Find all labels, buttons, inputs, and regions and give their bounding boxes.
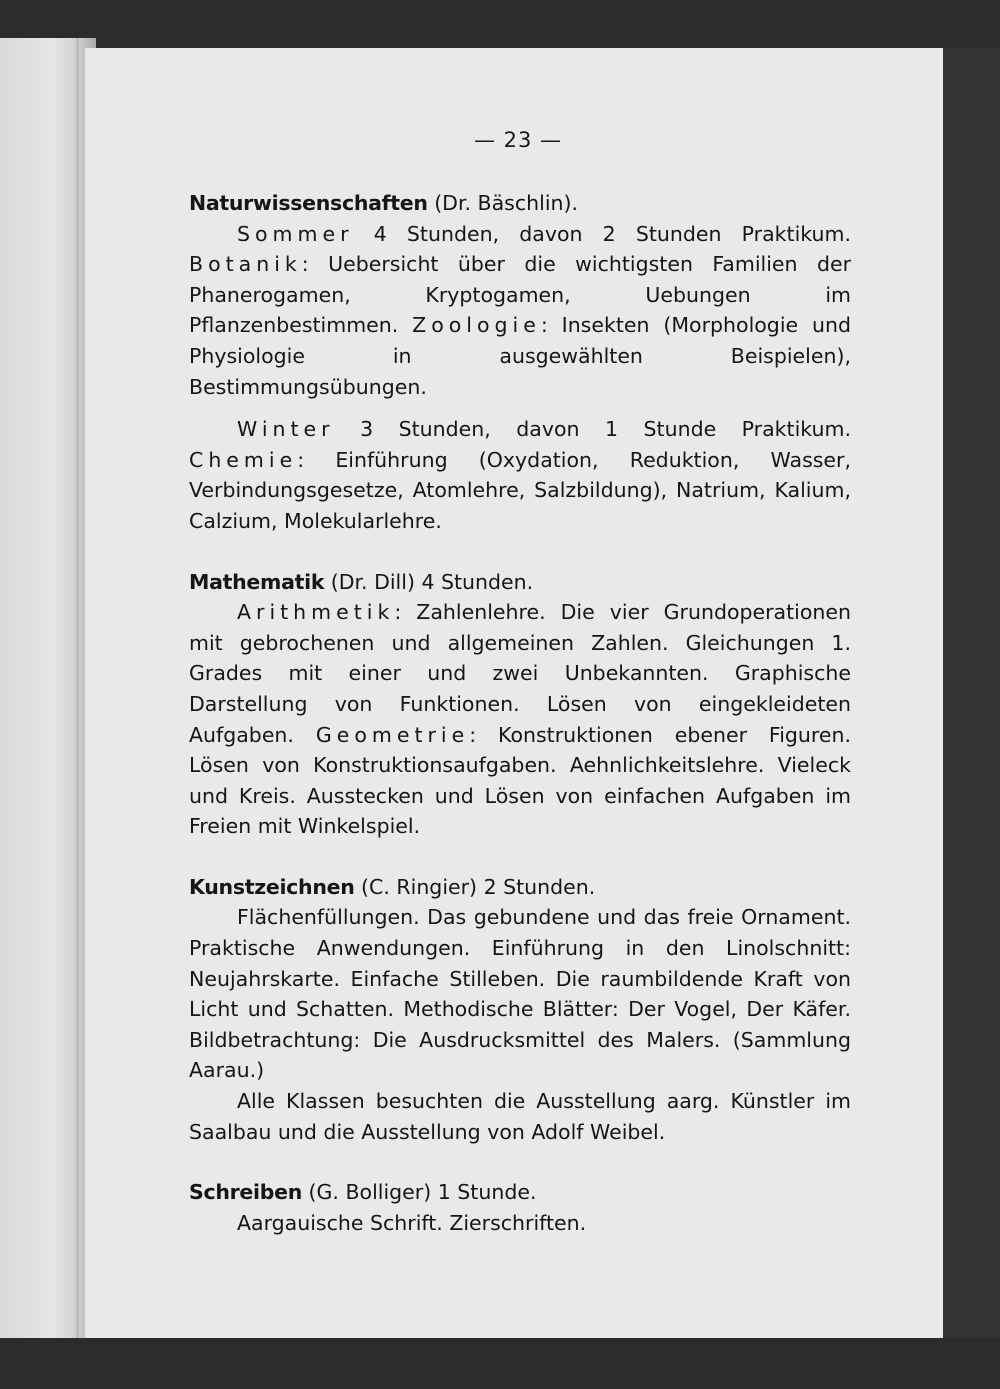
page-number: — 23 — (473, 128, 563, 152)
subject-name: Mathematik (189, 569, 325, 594)
paragraph-text: Aargauische Schrift. Zierschriften. (237, 1210, 587, 1235)
section-title (189, 567, 851, 598)
spaced-heading: Arithmetik (237, 600, 395, 625)
facing-page-edge (0, 38, 96, 1350)
section-title (189, 1177, 851, 1208)
paragraph (189, 902, 851, 1086)
paragraph-text: : Konstruktionen ebener Figuren. Lösen von Konstruktionsaufgaben. Aehnlichkeitslehre. Vieleck und Kreis. Ausstecken und Lösen von einfachen Aufgaben im Freien mit Winkelspiel. (189, 722, 851, 839)
paragraph (189, 414, 851, 536)
section-kunstzeichnen (189, 872, 851, 1147)
paragraph (189, 219, 851, 403)
spaced-heading: Chemie (189, 447, 298, 472)
subject-detail: (G. Bolliger) 1 Stunde. (302, 1180, 537, 1205)
subject-name: Naturwissenschaften (189, 191, 428, 215)
paragraph-text: : Insekten (Morphologie und Physiologie in ausgewählten Beispielen), Bestimmungsübungen. (189, 313, 851, 399)
subject-detail: (Dr. Bäschlin). (427, 191, 579, 215)
paragraph (189, 1208, 851, 1239)
paragraph-text: Flächenfüllungen. Das gebundene und das freie Ornament. Praktische Anwendungen. Einführung in den Linolschnitt: Neujahrskarte. Einfache Stilleben. Die raumbildende Kraft von Licht und Schatten. Methodische Blätter: Der Vogel, Der Käfer. Bildbetrachtung: Die Ausdrucksmittel des Malers. (Sammlung Aarau.) (189, 905, 851, 1083)
paragraph-text: 4 Stunden, davon 2 Stunden Praktikum. (353, 221, 851, 246)
section-title (189, 188, 851, 219)
section-mathematik (189, 567, 851, 842)
subject-name: Schreiben (189, 1180, 303, 1205)
page-content (189, 188, 851, 1238)
paragraph-text: : Zahlenlehre. Die vier Grundoperationen mit gebrochenen und allgemeinen Zahlen. Gleichungen 1. Grades mit einer und zwei Unbekannten. Graphische Darstellung von Funktionen. Lösen von eingekleideten Aufgaben. (189, 600, 851, 747)
subject-name: Kunstzeichnen (189, 874, 355, 899)
spaced-heading: Botanik (189, 252, 302, 277)
scan-background-top (0, 0, 1000, 48)
scan-background-bottom (0, 1338, 1000, 1389)
spaced-heading: Zoologie (412, 313, 541, 338)
subject-detail: (Dr. Dill) 4 Stunden. (324, 569, 534, 594)
paragraph-text: : Einführung (Oxydation, Reduktion, Wasser, Verbindungsgesetze, Atomlehre, Salzbildung), Natrium, Kalium, Calzium, Molekularlehre. (189, 447, 851, 533)
paragraph-text: : Uebersicht über die wichtigsten Familien der Phanerogamen, Kryptogamen, Uebungen im Pflanzenbestimmen. (189, 252, 851, 338)
paragraph (189, 1086, 851, 1147)
spaced-heading: Winter (237, 417, 335, 442)
section-title (189, 872, 851, 903)
subject-detail: (C. Ringier) 2 Stunden. (354, 874, 596, 899)
section-schreiben (189, 1177, 851, 1238)
spaced-heading: Sommer (237, 221, 354, 246)
paragraph-text: 3 Stunden, davon 1 Stunde Praktikum. (334, 417, 851, 442)
paragraph-text: Alle Klassen besuchten die Ausstellung aarg. Künstler im Saalbau und die Ausstellung von Adolf Weibel. (189, 1089, 851, 1144)
spaced-heading: Geometrie (315, 722, 470, 747)
paragraph (189, 597, 851, 842)
section-naturwissenschaften (189, 188, 851, 537)
book-spine (76, 38, 79, 1350)
